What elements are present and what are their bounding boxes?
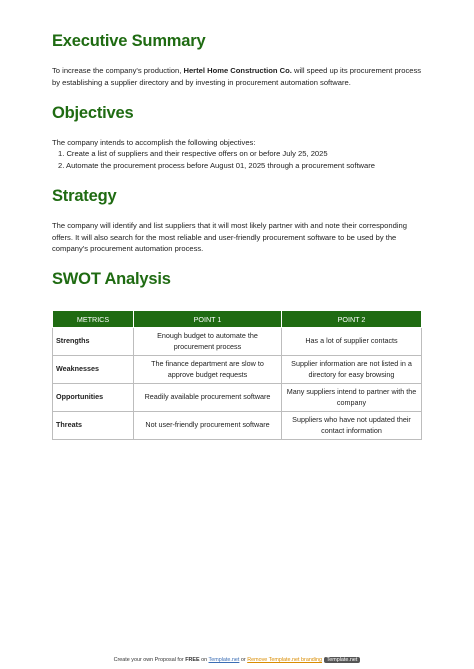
table-header-row — [53, 311, 422, 328]
executive-summary-text — [52, 65, 422, 88]
table-row — [53, 328, 422, 356]
footer-text: on — [199, 657, 209, 663]
metric-cell: Weaknesses — [53, 356, 134, 384]
strategy-text: The company will identify and list suppliers that it will most likely partner with and note their corresponding offers. It will also search for the most reliable and user-friendly procurement software to be used by the company's procurement automation process. — [52, 221, 407, 254]
template-net-link[interactable]: Template.net — [208, 657, 240, 663]
objectives-heading: Objectives — [52, 104, 134, 122]
footer-text: Create your own Proposal for — [113, 657, 186, 663]
point1-cell: Enough budget to automate the procurement process — [134, 328, 282, 356]
metric-cell: Strengths — [53, 328, 134, 356]
swot-table — [52, 310, 422, 440]
exec-text-part: will speed up its procurement process by establishing a supplier directory and by investing in procurement automation software. — [52, 66, 422, 87]
column-header: POINT 2 — [282, 311, 422, 328]
list-item: 1. Create a list of suppliers and their respective offers on or before July 25, 2025 — [58, 149, 328, 158]
point1-cell: Readily available procurement software — [134, 384, 282, 412]
column-header: METRICS — [53, 311, 134, 328]
executive-summary-heading: Executive Summary — [52, 32, 206, 50]
footer — [0, 657, 474, 663]
metric-cell: Threats — [53, 412, 134, 440]
template-net-badge[interactable]: Template.net — [324, 657, 361, 663]
remove-branding-link[interactable]: Remove Template.net branding — [247, 657, 323, 663]
objectives-intro: The company intends to accomplish the following objectives: — [52, 138, 256, 147]
point2-cell: Suppliers who have not updated their contact information — [282, 412, 422, 440]
point2-cell: Many suppliers intend to partner with the company — [282, 384, 422, 412]
company-name: Hertel Home Construction Co. — [183, 66, 292, 75]
list-item: 2. Automate the procurement process before August 01, 2025 through a procurement software — [58, 160, 376, 170]
table-row — [53, 412, 422, 440]
strategy-heading: Strategy — [52, 187, 117, 205]
point1-cell: The finance department are slow to approve budget requests — [134, 356, 282, 384]
column-header: POINT 1 — [134, 311, 282, 328]
table-row — [53, 356, 422, 384]
swot-heading: SWOT Analysis — [52, 270, 171, 288]
objectives-list — [52, 148, 375, 171]
point2-cell: Supplier information are not listed in a directory for easy browsing — [282, 356, 422, 384]
footer-text: or — [239, 657, 248, 663]
footer-free: FREE — [185, 657, 200, 663]
exec-text-part: To increase the company's production, — [52, 66, 184, 75]
metric-cell: Opportunities — [53, 384, 134, 412]
table-row — [53, 384, 422, 412]
point1-cell: Not user-friendly procurement software — [134, 412, 282, 440]
point2-cell: Has a lot of supplier contacts — [282, 328, 422, 356]
